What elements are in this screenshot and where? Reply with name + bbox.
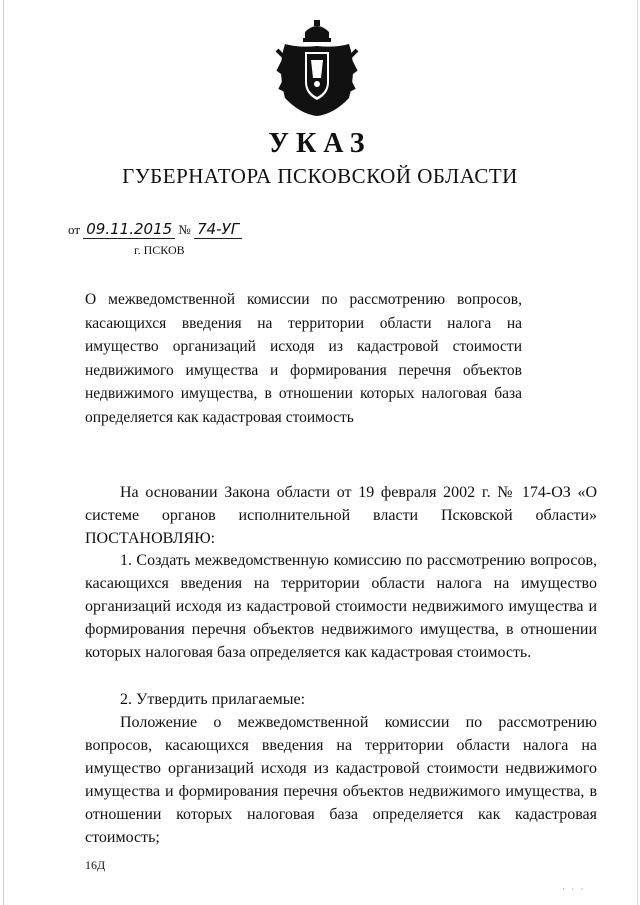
document-title: УКАЗ [268, 128, 372, 159]
decree-subject: О межведомственной комиссии по рассмотрению вопросов, касающихся введения на территории области налога на имущество организаций исходя из кадастровой стоимости недвижимого имущества и формирования перечня объектов недвижимого имущества, в отношении которых налоговая база определяется как кадастровая стоимость [85, 291, 522, 426]
date-number-row [68, 220, 242, 238]
item-2-paragraph: 2. Утвердить прилагаемые: [120, 691, 306, 708]
date-prefix: от [68, 222, 81, 237]
document-subtitle: ГУБЕРНАТОРА ПСКОВСКОЙ ОБЛАСТИ [122, 164, 518, 188]
handwritten-number: 74-УГ [194, 220, 242, 239]
item-2-subparagraph: Положение о межведомственной комиссии по рассмотрению вопросов, касающихся введения на территории области налога на имущество организаций исходя из кадастровой стоимости недвижимого имущества и формирования перечня объектов недвижимого имущества, в отношении которых налоговая база определяется как кадастровая стоимость; [85, 714, 597, 846]
coat-of-arms-emblem [275, 18, 359, 118]
scan-specks: · · · [562, 884, 586, 894]
number-prefix: № [178, 222, 191, 237]
handwritten-date: 09.11.2015 [83, 220, 175, 239]
city-label: г. ПСКОВ [134, 243, 185, 257]
document-code: 16Д [85, 858, 106, 872]
item-1-paragraph: 1. Создать межведомственную комиссию по рассмотрению вопросов, касающихся введения на территории области налога на имущество организаций исходя из кадастровой стоимости недвижимого имущества и формирования перечня объектов недвижимого имущества, в отношении которых налоговая база определяется как кадастровая стоимость. [85, 552, 597, 661]
preamble-paragraph: На основании Закона области от 19 февраля 2002 г. № 174-ОЗ «О системе органов исполнительной власти Псковской области» ПОСТАНОВЛЯЮ: [85, 484, 597, 547]
